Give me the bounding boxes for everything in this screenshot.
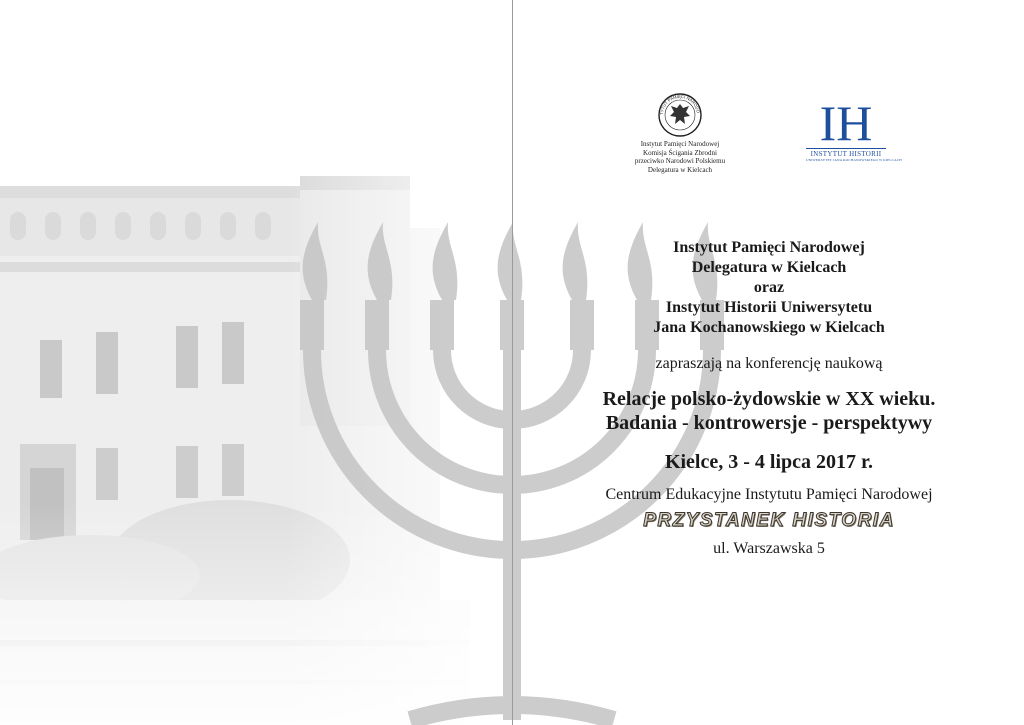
- ipn-caption-line: Delegatura w Kielcach: [647, 165, 713, 174]
- ipn-caption-line: Instytut Pamięci Narodowej: [640, 140, 720, 148]
- organizer-line: Instytut Pamięci Narodowej: [673, 239, 865, 256]
- ipn-logo-caption: [620, 140, 740, 174]
- eagle-seal-icon: [657, 92, 703, 138]
- venue-brand: PRZYSTANEK HISTORIA: [643, 510, 895, 531]
- organizer-line: Instytut Historii Uniwersytetu: [665, 299, 873, 316]
- seal-text: TYTUT PAMIĘCI NARODO: [658, 93, 701, 116]
- invitation-line: zapraszają na konferencję naukową: [655, 355, 883, 372]
- conference-title-line: Relacje polsko-żydowskie w XX wieku.: [602, 388, 936, 410]
- ih-mark-text: IH: [819, 96, 873, 146]
- ipn-logo: [620, 92, 740, 174]
- organizer-line: Jana Kochanowskiego w Kielcach: [653, 319, 885, 336]
- ipn-caption-line: Komisja Ścigania Zbrodni: [643, 148, 717, 157]
- ih-subtitle: UNIWERSYTET JANA KOCHANOWSKIEGO W KIELCACH: [806, 158, 902, 162]
- venue: Centrum Edukacyjne Instytutu Pamięci Narodowej: [605, 486, 933, 503]
- organizer-line: Delegatura w Kielcach: [691, 259, 847, 276]
- conference-title-line: Badania - kontrowersje - perspektywy: [605, 412, 933, 434]
- ih-logo: [806, 96, 902, 162]
- fold-line: [512, 0, 513, 725]
- organizer-line: oraz: [753, 279, 785, 296]
- address: ul. Warszawska 5: [713, 540, 825, 557]
- date-place: Kielce, 3 - 4 lipca 2017 r.: [664, 451, 874, 473]
- invitation-text: [520, 238, 1018, 558]
- ih-mark-icon: [818, 96, 874, 146]
- ih-name: INSTYTUT HISTORII: [806, 148, 886, 158]
- ipn-caption-line: przeciwko Narodowi Polskiemu: [634, 157, 726, 165]
